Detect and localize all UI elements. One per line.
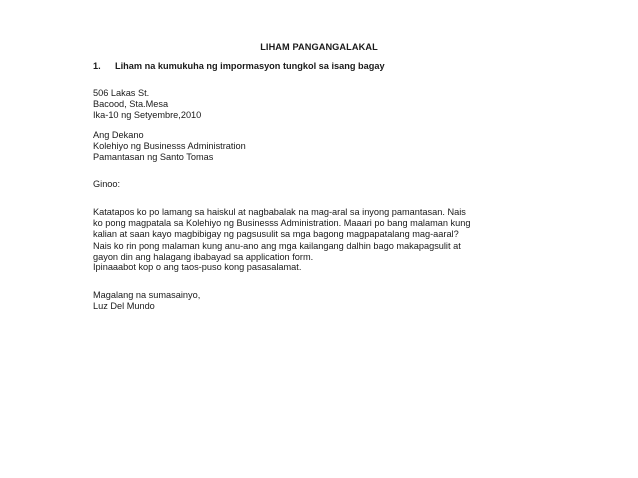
letter-title: LIHAM PANGANGALAKAL [260, 42, 378, 52]
complimentary-close: Magalang na sumasainyo, [93, 290, 201, 300]
date-line: Ika-10 ng Setyembre,2010 [93, 110, 202, 121]
body-line: Katatapos ko po lamang sa haiskul at nagbabalak na mag-aral sa inyong pamantasan. Nais [93, 207, 466, 217]
address-line: Bacood, Sta.Mesa [93, 99, 169, 110]
section-heading [93, 61, 385, 71]
address-line: 506 Lakas St. [93, 88, 150, 98]
body-line: ko pong magpatala sa Kolehiyo ng Businesss Administration. Maaari po bang malaman kung [93, 218, 471, 229]
recipient-line: Pamantasan ng Santo Tomas [93, 152, 214, 163]
heading-text: Liham na kumukuha ng impormasyon tungkol sa isang bagay [115, 61, 385, 71]
recipient-address [93, 130, 246, 164]
closing-block [93, 290, 200, 312]
body-line: gayon din ang halagang ibabayad sa application form. [93, 251, 314, 262]
recipient-line: Ang Dekano [93, 130, 144, 140]
thanks-line: Ipinaaabot kop o ang taos-puso kong pasasalamat. [93, 262, 302, 272]
body-line: Nais ko rin pong malaman kung anu-ano ang mga kailangang dalhin bago makapagsulit at [93, 240, 461, 251]
letter-body [93, 207, 470, 263]
heading-number: 1. [93, 61, 101, 71]
body-line: kalian at saan kayo magbibigay ng pagsusulit sa mga bagong magpapatalang mag-aaral? [93, 229, 459, 240]
signature-name: Luz Del Mundo [93, 301, 155, 312]
salutation: Ginoo: [93, 179, 121, 189]
recipient-line: Kolehiyo ng Businesss Administration [93, 141, 246, 152]
sender-address [93, 88, 201, 122]
